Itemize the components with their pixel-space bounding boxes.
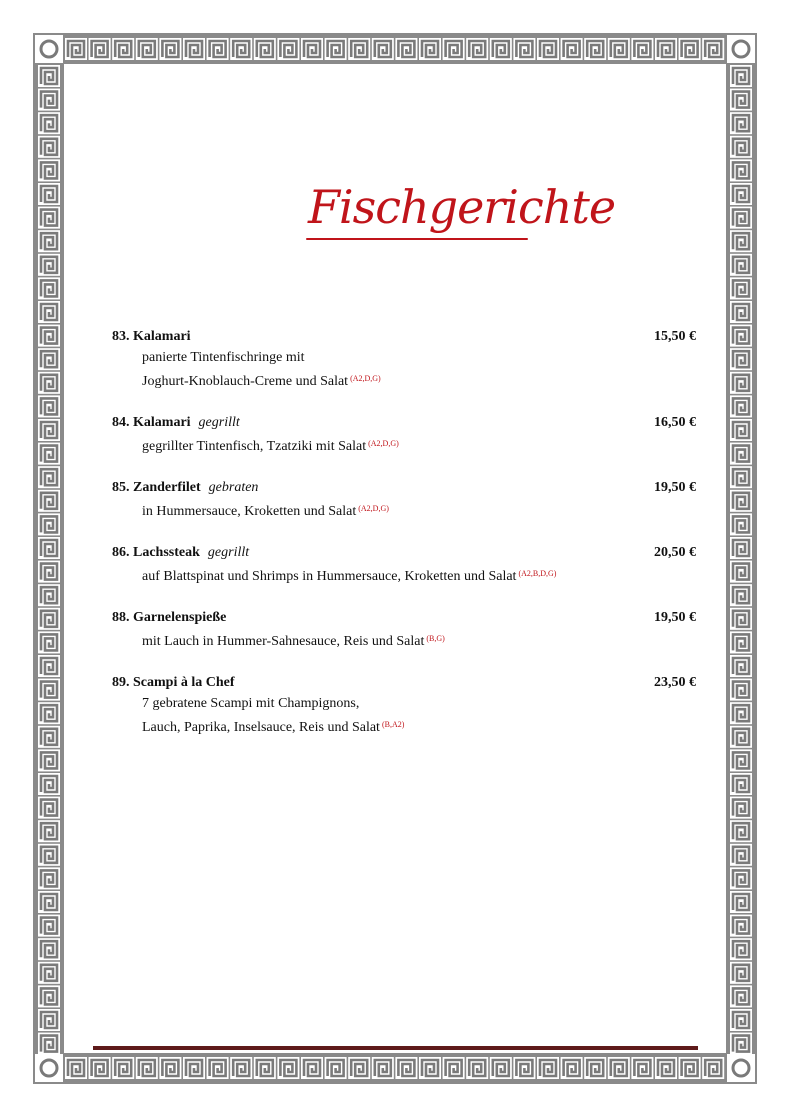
greek-key-icon: [513, 38, 535, 60]
allergen-codes: (A2,D,G): [368, 439, 399, 448]
greek-key-icon: [395, 1057, 417, 1079]
greek-key-icon: [159, 1057, 181, 1079]
greek-key-icon: [730, 136, 752, 158]
greek-key-icon: [730, 301, 752, 323]
greek-key-icon: [730, 773, 752, 795]
greek-key-icon: [38, 985, 60, 1007]
greek-key-icon: [537, 38, 559, 60]
greek-key-icon: [730, 112, 752, 134]
corner-circle-icon: [35, 1054, 63, 1082]
greek-key-icon: [38, 207, 60, 229]
menu-item-name: Lachssteak: [133, 545, 200, 560]
greek-key-icon: [730, 608, 752, 630]
greek-key-icon: [348, 38, 370, 60]
greek-key-icon: [183, 1057, 205, 1079]
greek-key-icon: [730, 985, 752, 1007]
greek-key-icon: [631, 38, 653, 60]
menu-item-description: [112, 498, 696, 522]
description-text: panierte Tintenfischringe mit: [142, 350, 305, 365]
greek-key-icon: [38, 915, 60, 937]
greek-key-icon: [730, 749, 752, 771]
description-text: Lauch, Paprika, Inselsauce, Reis und Salat: [142, 720, 380, 735]
greek-key-icon: [730, 915, 752, 937]
greek-key-icon: [254, 38, 276, 60]
menu-item-header: [112, 477, 696, 498]
greek-key-icon: [679, 1057, 701, 1079]
greek-key-icon: [730, 348, 752, 370]
greek-key-icon: [730, 443, 752, 465]
greek-key-icon: [730, 1033, 752, 1055]
greek-key-icon: [730, 490, 752, 512]
greek-key-icon: [89, 1057, 111, 1079]
greek-key-icon: [584, 38, 606, 60]
description-text: 7 gebratene Scampi mit Champignons,: [142, 696, 360, 711]
allergen-codes: (A2,D,G): [358, 504, 389, 513]
greek-key-icon: [730, 325, 752, 347]
greek-key-icon: [38, 537, 60, 559]
greek-key-icon: [207, 1057, 229, 1079]
menu-item-description: [112, 347, 696, 368]
menu-item-price: 19,50 €: [654, 610, 696, 625]
greek-key-icon: [38, 631, 60, 653]
menu-item-preparation: gegrillt: [198, 415, 240, 430]
greek-key-icon: [730, 891, 752, 913]
greek-key-icon: [730, 679, 752, 701]
description-text: mit Lauch in Hummer-Sahnesauce, Reis und Salat: [142, 634, 425, 649]
allergen-codes: (B,G): [426, 634, 445, 643]
greek-key-icon: [730, 230, 752, 252]
menu-item-header: [112, 607, 696, 628]
greek-key-icon: [89, 38, 111, 60]
greek-key-icon: [490, 1057, 512, 1079]
greek-key-icon: [38, 277, 60, 299]
greek-key-icon: [372, 38, 394, 60]
greek-key-icon: [730, 726, 752, 748]
menu-item-header: [112, 542, 696, 563]
greek-key-icon: [537, 1057, 559, 1079]
greek-key-icon: [112, 38, 134, 60]
greek-key-icon: [513, 1057, 535, 1079]
greek-key-icon: [38, 1009, 60, 1031]
greek-key-icon: [38, 561, 60, 583]
greek-key-icon: [301, 38, 323, 60]
menu-item-header: [112, 412, 696, 433]
menu-item-header: [112, 326, 696, 347]
greek-key-icon: [608, 38, 630, 60]
greek-key-icon: [702, 1057, 724, 1079]
greek-key-icon: [655, 1057, 677, 1079]
menu-item-price: 16,50 €: [654, 415, 696, 430]
menu-item-number: 83.: [112, 329, 130, 344]
greek-key-icon: [38, 89, 60, 111]
greek-key-icon: [65, 1057, 87, 1079]
menu-item-name: Scampi à la Chef: [133, 675, 235, 690]
greek-key-icon: [38, 726, 60, 748]
menu-item-price: 20,50 €: [654, 545, 696, 560]
greek-key-icon: [230, 38, 252, 60]
allergen-codes: (A2,B,D,G): [518, 569, 557, 578]
greek-key-icon: [38, 254, 60, 276]
greek-key-icon: [702, 38, 724, 60]
greek-key-icon: [730, 89, 752, 111]
greek-key-icon: [38, 65, 60, 87]
greek-key-icon: [655, 38, 677, 60]
menu-item-number: 84.: [112, 415, 130, 430]
greek-key-icon: [372, 1057, 394, 1079]
greek-key-icon: [38, 419, 60, 441]
menu-item: [112, 412, 696, 457]
menu-item-price: 23,50 €: [654, 675, 696, 690]
menu-item-description: [112, 714, 696, 738]
menu-item-price: 19,50 €: [654, 480, 696, 495]
greek-key-icon: [325, 38, 347, 60]
menu-item-preparation: gegrillt: [207, 545, 250, 560]
greek-key-icon: [730, 584, 752, 606]
corner-circle-icon: [727, 35, 755, 63]
menu-item-number: 89.: [112, 675, 130, 690]
greek-key-icon: [38, 183, 60, 205]
greek-key-icon: [38, 702, 60, 724]
greek-key-icon: [38, 655, 60, 677]
greek-key-icon: [38, 962, 60, 984]
greek-key-icon: [38, 159, 60, 181]
greek-key-icon: [608, 1057, 630, 1079]
greek-key-icon: [730, 254, 752, 276]
greek-key-icon: [631, 1057, 653, 1079]
bottom-rule: [93, 1046, 698, 1050]
greek-key-icon: [730, 962, 752, 984]
greek-key-icon: [490, 38, 512, 60]
menu-item: [112, 477, 696, 522]
greek-key-icon: [730, 159, 752, 181]
greek-key-icon: [38, 112, 60, 134]
greek-key-icon: [419, 38, 441, 60]
menu-item-description: [112, 628, 696, 652]
greek-key-icon: [277, 1057, 299, 1079]
menu-item-number: 85.: [112, 480, 130, 495]
greek-key-icon: [38, 797, 60, 819]
greek-key-icon: [561, 38, 583, 60]
greek-key-icon: [561, 1057, 583, 1079]
menu-item-description: [112, 368, 696, 392]
menu-item: [112, 672, 696, 738]
corner-circle-icon: [727, 1054, 755, 1082]
page-title-block: [290, 176, 616, 256]
greek-key-icon: [730, 1009, 752, 1031]
greek-key-icon: [65, 38, 87, 60]
greek-key-icon: [301, 1057, 323, 1079]
greek-key-icon: [38, 773, 60, 795]
greek-key-icon: [466, 1057, 488, 1079]
greek-key-icon: [38, 867, 60, 889]
greek-key-icon: [443, 38, 465, 60]
greek-key-icon: [730, 631, 752, 653]
greek-key-icon: [679, 38, 701, 60]
description-text: in Hummersauce, Kroketten und Salat: [142, 504, 357, 519]
greek-key-icon: [38, 844, 60, 866]
menu-list: [112, 326, 696, 758]
description-text: Joghurt-Knoblauch-Creme und Salat: [142, 374, 349, 389]
menu-item-number: 88.: [112, 610, 130, 625]
corner-circle-icon: [35, 35, 63, 63]
greek-key-icon: [38, 679, 60, 701]
greek-key-icon: [38, 325, 60, 347]
greek-key-icon: [730, 207, 752, 229]
menu-item-number: 86.: [112, 545, 130, 560]
greek-key-icon: [466, 38, 488, 60]
greek-key-icon: [136, 38, 158, 60]
greek-key-icon: [112, 1057, 134, 1079]
menu-item: [112, 607, 696, 652]
greek-key-icon: [443, 1057, 465, 1079]
menu-item-preparation: gebraten: [208, 480, 259, 495]
menu-item: [112, 542, 696, 587]
greek-key-icon: [395, 38, 417, 60]
greek-key-icon: [730, 702, 752, 724]
allergen-codes: (A2,D,G): [350, 374, 381, 383]
greek-key-icon: [584, 1057, 606, 1079]
greek-key-icon: [730, 797, 752, 819]
greek-key-icon: [38, 372, 60, 394]
greek-key-icon: [730, 419, 752, 441]
greek-key-icon: [730, 820, 752, 842]
greek-key-icon: [254, 1057, 276, 1079]
greek-key-icon: [38, 490, 60, 512]
page-title: Fischgerichte: [308, 180, 616, 234]
greek-key-icon: [38, 230, 60, 252]
greek-key-icon: [730, 537, 752, 559]
greek-key-icon: [730, 867, 752, 889]
greek-key-icon: [38, 395, 60, 417]
greek-key-icon: [730, 938, 752, 960]
greek-key-icon: [38, 938, 60, 960]
greek-key-icon: [730, 844, 752, 866]
menu-item-name: Kalamari: [133, 329, 191, 344]
greek-key-icon: [207, 38, 229, 60]
menu-item-name: Garnelenspieße: [133, 610, 227, 625]
greek-key-icon: [730, 277, 752, 299]
menu-item-price: 15,50 €: [654, 329, 696, 344]
greek-key-icon: [136, 1057, 158, 1079]
menu-item-description: [112, 693, 696, 714]
greek-key-icon: [730, 372, 752, 394]
menu-item-name: Zanderfilet: [133, 480, 201, 495]
menu-item-description: [112, 433, 696, 457]
greek-key-icon: [730, 655, 752, 677]
menu-item-description: [112, 563, 696, 587]
greek-key-icon: [38, 513, 60, 535]
greek-key-icon: [183, 38, 205, 60]
greek-key-icon: [730, 513, 752, 535]
greek-key-icon: [38, 891, 60, 913]
greek-key-icon: [230, 1057, 252, 1079]
greek-key-icon: [730, 65, 752, 87]
greek-key-icon: [730, 466, 752, 488]
greek-key-icon: [730, 395, 752, 417]
allergen-codes: (B,A2): [381, 720, 405, 729]
greek-key-icon: [38, 1033, 60, 1055]
greek-key-icon: [38, 466, 60, 488]
greek-key-icon: [325, 1057, 347, 1079]
menu-item-name: Kalamari: [133, 415, 191, 430]
greek-key-icon: [38, 820, 60, 842]
menu-item-header: [112, 672, 696, 693]
greek-key-icon: [38, 584, 60, 606]
description-text: auf Blattspinat und Shrimps in Hummersauce, Kroketten und Salat: [142, 569, 517, 584]
greek-key-icon: [159, 38, 181, 60]
menu-item: [112, 326, 696, 392]
greek-key-icon: [38, 136, 60, 158]
greek-key-icon: [730, 183, 752, 205]
greek-key-icon: [38, 608, 60, 630]
title-underline: [306, 238, 528, 240]
greek-key-icon: [419, 1057, 441, 1079]
greek-key-icon: [38, 348, 60, 370]
greek-key-icon: [730, 561, 752, 583]
description-text: gegrillter Tintenfisch, Tzatziki mit Salat: [142, 439, 367, 454]
greek-key-icon: [277, 38, 299, 60]
greek-key-icon: [38, 443, 60, 465]
greek-key-icon: [38, 301, 60, 323]
greek-key-icon: [348, 1057, 370, 1079]
greek-key-icon: [38, 749, 60, 771]
